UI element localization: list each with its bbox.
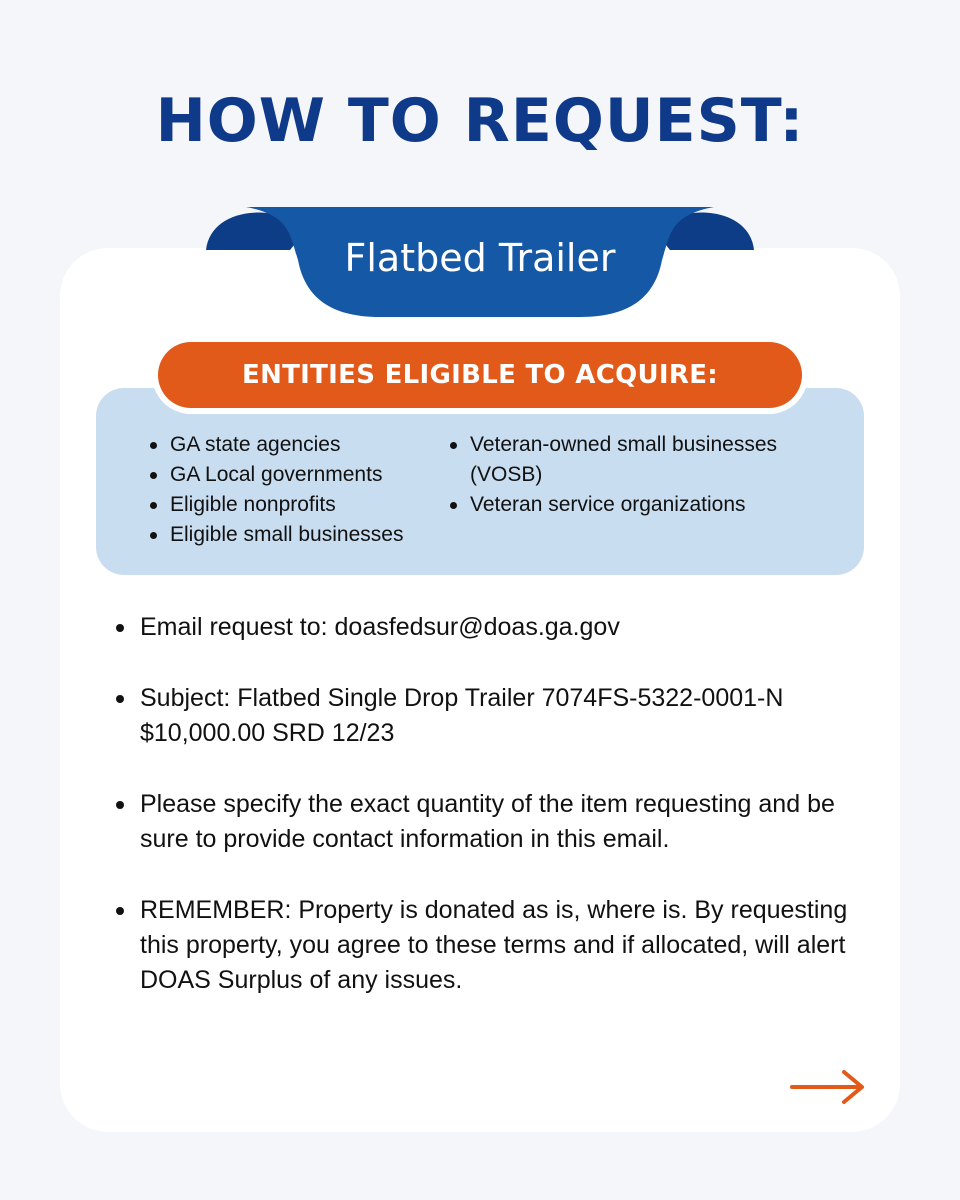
list-item: Veteran-owned small businesses (VOSB) — [448, 430, 848, 490]
list-item: GA Local governments — [148, 460, 448, 490]
request-steps — [114, 610, 874, 1034]
step-email: Email request to: doasfedsur@doas.ga.gov — [114, 610, 874, 645]
list-item: Veteran service organizations — [448, 490, 848, 520]
step-remember: REMEMBER: Property is donated as is, where is. By requesting this property, you agree to these terms and if allocated, will alert DOAS Surplus of any issues. — [114, 893, 874, 998]
list-item: Eligible small businesses — [148, 520, 448, 550]
step-quantity: Please specify the exact quantity of the item requesting and be sure to provide contact information in this email. — [114, 787, 874, 857]
step-subject: Subject: Flatbed Single Drop Trailer 7074FS-5322-0001-N $10,000.00 SRD 12/23 — [114, 681, 874, 751]
item-name: Flatbed Trailer — [344, 236, 616, 280]
list-item: Eligible nonprofits — [148, 490, 448, 520]
eligibility-list-left — [148, 430, 448, 550]
page-title: HOW TO REQUEST: — [155, 86, 805, 156]
list-item: GA state agencies — [148, 430, 448, 460]
eligibility-heading: ENTITIES ELIGIBLE TO ACQUIRE: — [158, 342, 802, 408]
arrow-right-icon[interactable] — [790, 1068, 866, 1106]
eligibility-list-right — [448, 430, 848, 520]
